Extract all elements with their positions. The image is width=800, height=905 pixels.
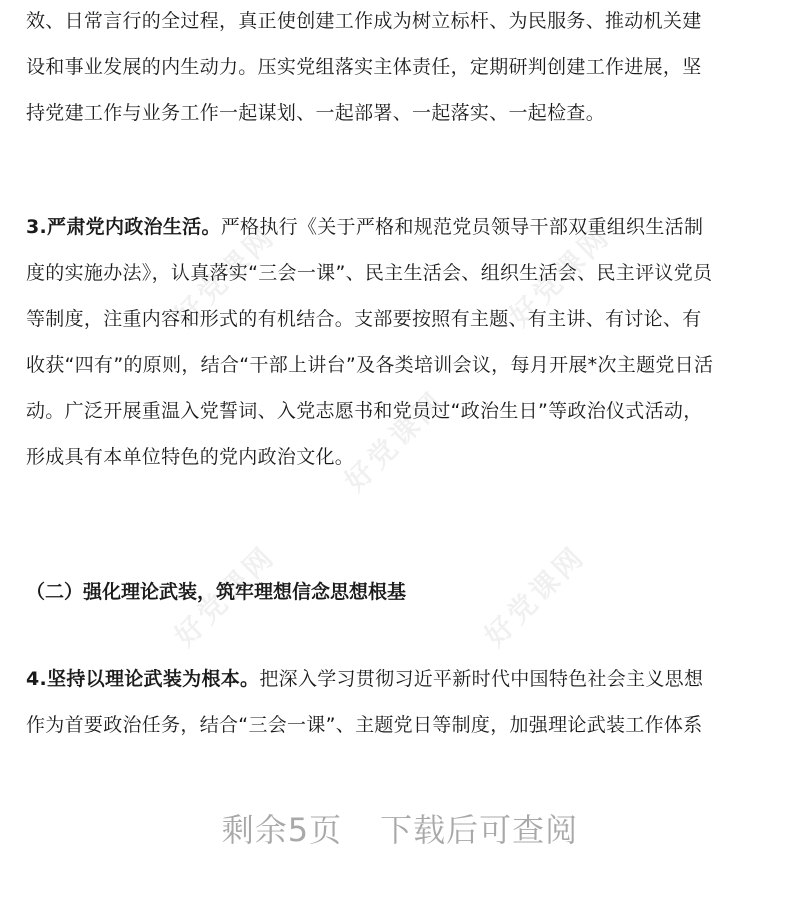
section-4-first-line: 把深入学习贯彻习近平新时代中国特色社会主义思想: [259, 668, 704, 690]
section-4-paragraph: [26, 656, 778, 748]
text-line: 等制度，注重内容和形式的有机结合。支部要按照有主题、有主讲、有讨论、有: [26, 308, 702, 330]
watermark: 好党课网: [338, 384, 452, 498]
text-line: [26, 204, 778, 250]
section-3-paragraph: [26, 204, 778, 480]
download-to-view-label: 下载后可查阅: [380, 811, 579, 849]
section-4-title: 4.坚持以理论武装为根本。: [26, 668, 260, 690]
intro-paragraph: [26, 0, 778, 136]
watermark: 好党课网: [478, 539, 592, 653]
text-line: [26, 656, 778, 702]
text-line: 效、日常言行的全过程，真正使创建工作成为树立标杆、为民服务、推动机关建: [26, 10, 702, 32]
section-3-first-line: 严格执行《关于严格和规范党员领导干部双重组织生活制: [220, 216, 704, 238]
download-banner[interactable]: [0, 800, 800, 860]
subheading-2: （二）强化理论武装，筑牢理想信念思想根基: [26, 581, 407, 603]
text-line: 持党建工作与业务工作一起谋划、一起部署、一起落实、一起检查。: [26, 102, 606, 124]
text-line: 收获“四有”的原则，结合“干部上讲台”及各类培训会议，每月开展*次主题党日活: [26, 354, 714, 376]
section-3-title: 3.严肃党内政治生活。: [26, 216, 221, 238]
text-line: 设和事业发展的内生动力。压实党组落实主体责任，定期研判创建工作进展，坚: [26, 56, 702, 78]
watermark: 好党课网: [503, 219, 617, 333]
watermark: 好党课网: [168, 539, 282, 653]
text-line: 形成具有本单位特色的党内政治文化。: [26, 446, 355, 468]
text-line: 度的实施办法》，认真落实“三会一课”、民主生活会、组织生活会、民主评议党员: [26, 262, 713, 284]
remaining-pages-label: 剩余5页: [221, 811, 343, 849]
text-line: 动。广泛开展重温入党誓词、入党志愿书和党员过“政治生日”等政治仪式活动，: [26, 400, 703, 422]
text-line: 作为首要政治任务，结合“三会一课”、主题党日等制度，加强理论武装工作体系: [26, 714, 703, 736]
watermark: 好党课网: [168, 219, 282, 333]
